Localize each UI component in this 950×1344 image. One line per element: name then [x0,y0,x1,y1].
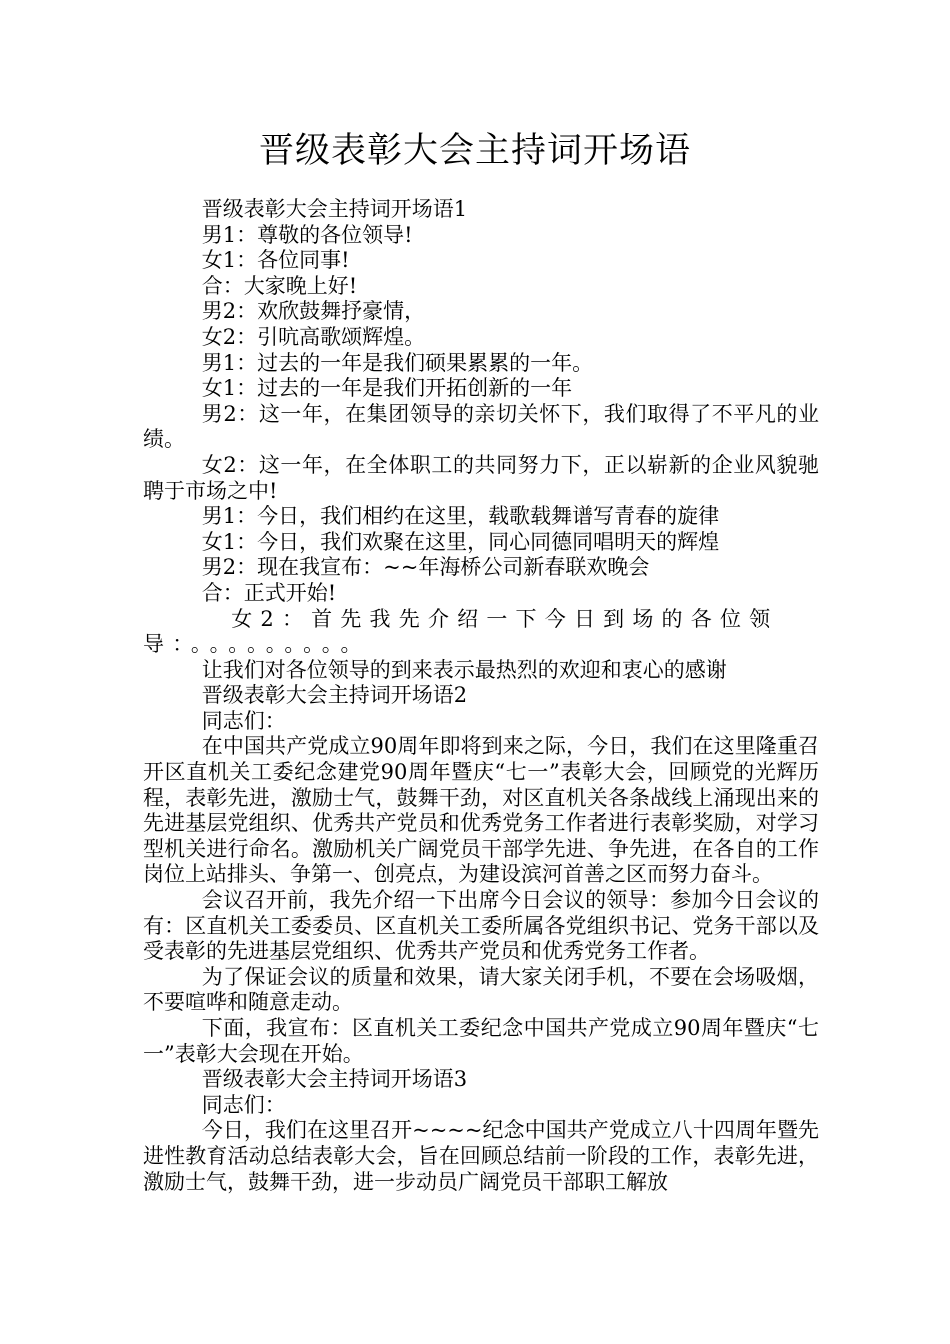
section-heading: 晋级表彰大会主持词开场语1 [201,197,468,221]
body-paragraph: 在中国共产党成立90周年即将到来之际，今日，我们在这里隆重召开区直机关工委纪念建党90周年暨庆“七一”表彰大会，回顾党的光辉历程，表彰先进，激励士气，鼓舞干劲，对区直机关各条战线上涌现出来的先进基层党组织、优秀共产党员和优秀党务工作者进行表彰奖励，对学习型机关进行命名。激励机关广阔党员干部学先进、争先进，在各自的工作岗位上站排头、争第一、创亮点，为建设滨河首善之区而努力奋斗。 [143,734,819,887]
document-body [143,197,819,1195]
dialogue-line: 合：大家晚上好! [201,273,358,298]
dialogue-line: 女1：过去的一年是我们开拓创新的一年 [201,376,573,401]
body-paragraph: 会议召开前，我先介绍一下出席今日会议的领导：参加今日会议的有：区直机关工委委员、区直机关工委所属各党组织书记、党务干部以及受表彰的先进基层党组织、优秀共产党员和优秀党务工作者。 [143,888,819,964]
dialogue-line: 女1：今日，我们欢聚在这里，同心同德同唱明天的辉煌 [201,529,720,554]
dialogue-line: 男2：欢欣鼓舞抒豪情， [201,299,426,324]
dialogue-line: 男1：今日，我们相约在这里，载歌载舞谱写青春的旋律 [201,504,720,529]
dialogue-line: 男2：现在我宣布：~~年海桥公司新春联欢晚会 [201,555,650,580]
body-paragraph: 让我们对各位领导的到来表示最热烈的欢迎和衷心的感谢 [201,657,727,682]
body-paragraph: 为了保证会议的质量和效果，请大家关闭手机，不要在会场吸烟，不要喧哗和随意走动。 [143,964,819,1015]
section-heading: 晋级表彰大会主持词开场语3 [201,1067,468,1092]
document-title: 晋级表彰大会主持词开场语 [258,131,691,171]
body-paragraph: 下面，我宣布：区直机关工委纪念中国共产党成立90周年暨庆“七一”表彰大会现在开始。 [143,1016,819,1066]
salutation: 同志们： [201,708,286,733]
body-paragraph: 今日，我们在这里召开~~~~纪念中国共产党成立八十四周年暨先进性教育活动总结表彰大会，旨在回顾总结前一阶段的工作，表彰先进，激励士气，鼓舞干劲，进一步动员广阔党员干部职工解放 [143,1118,819,1194]
section-heading: 晋级表彰大会主持词开场语2 [201,683,468,708]
dialogue-line: 男1：过去的一年是我们硕果累累的一年。 [201,350,594,375]
dialogue-line: 女2：引吭高歌颂辉煌。 [201,324,426,349]
dialogue-line: 女1：各位同事! [201,248,350,273]
dialogue-line: 男1：尊敬的各位领导! [201,222,413,247]
dialogue-line: 合：正式开始! [201,580,337,605]
dialogue-line: 女2：首先我先介绍一下今日到场的各位领导：。。。。。。。。。 [143,606,779,657]
dialogue-line: 女2：这一年，在全体职工的共同努力下，正以崭新的企业风貌驰聘于市场之中! [143,452,819,503]
salutation: 同志们： [201,1092,286,1117]
dialogue-line: 男2：这一年，在集团领导的亲切关怀下，我们取得了不平凡的业绩。 [143,401,819,452]
